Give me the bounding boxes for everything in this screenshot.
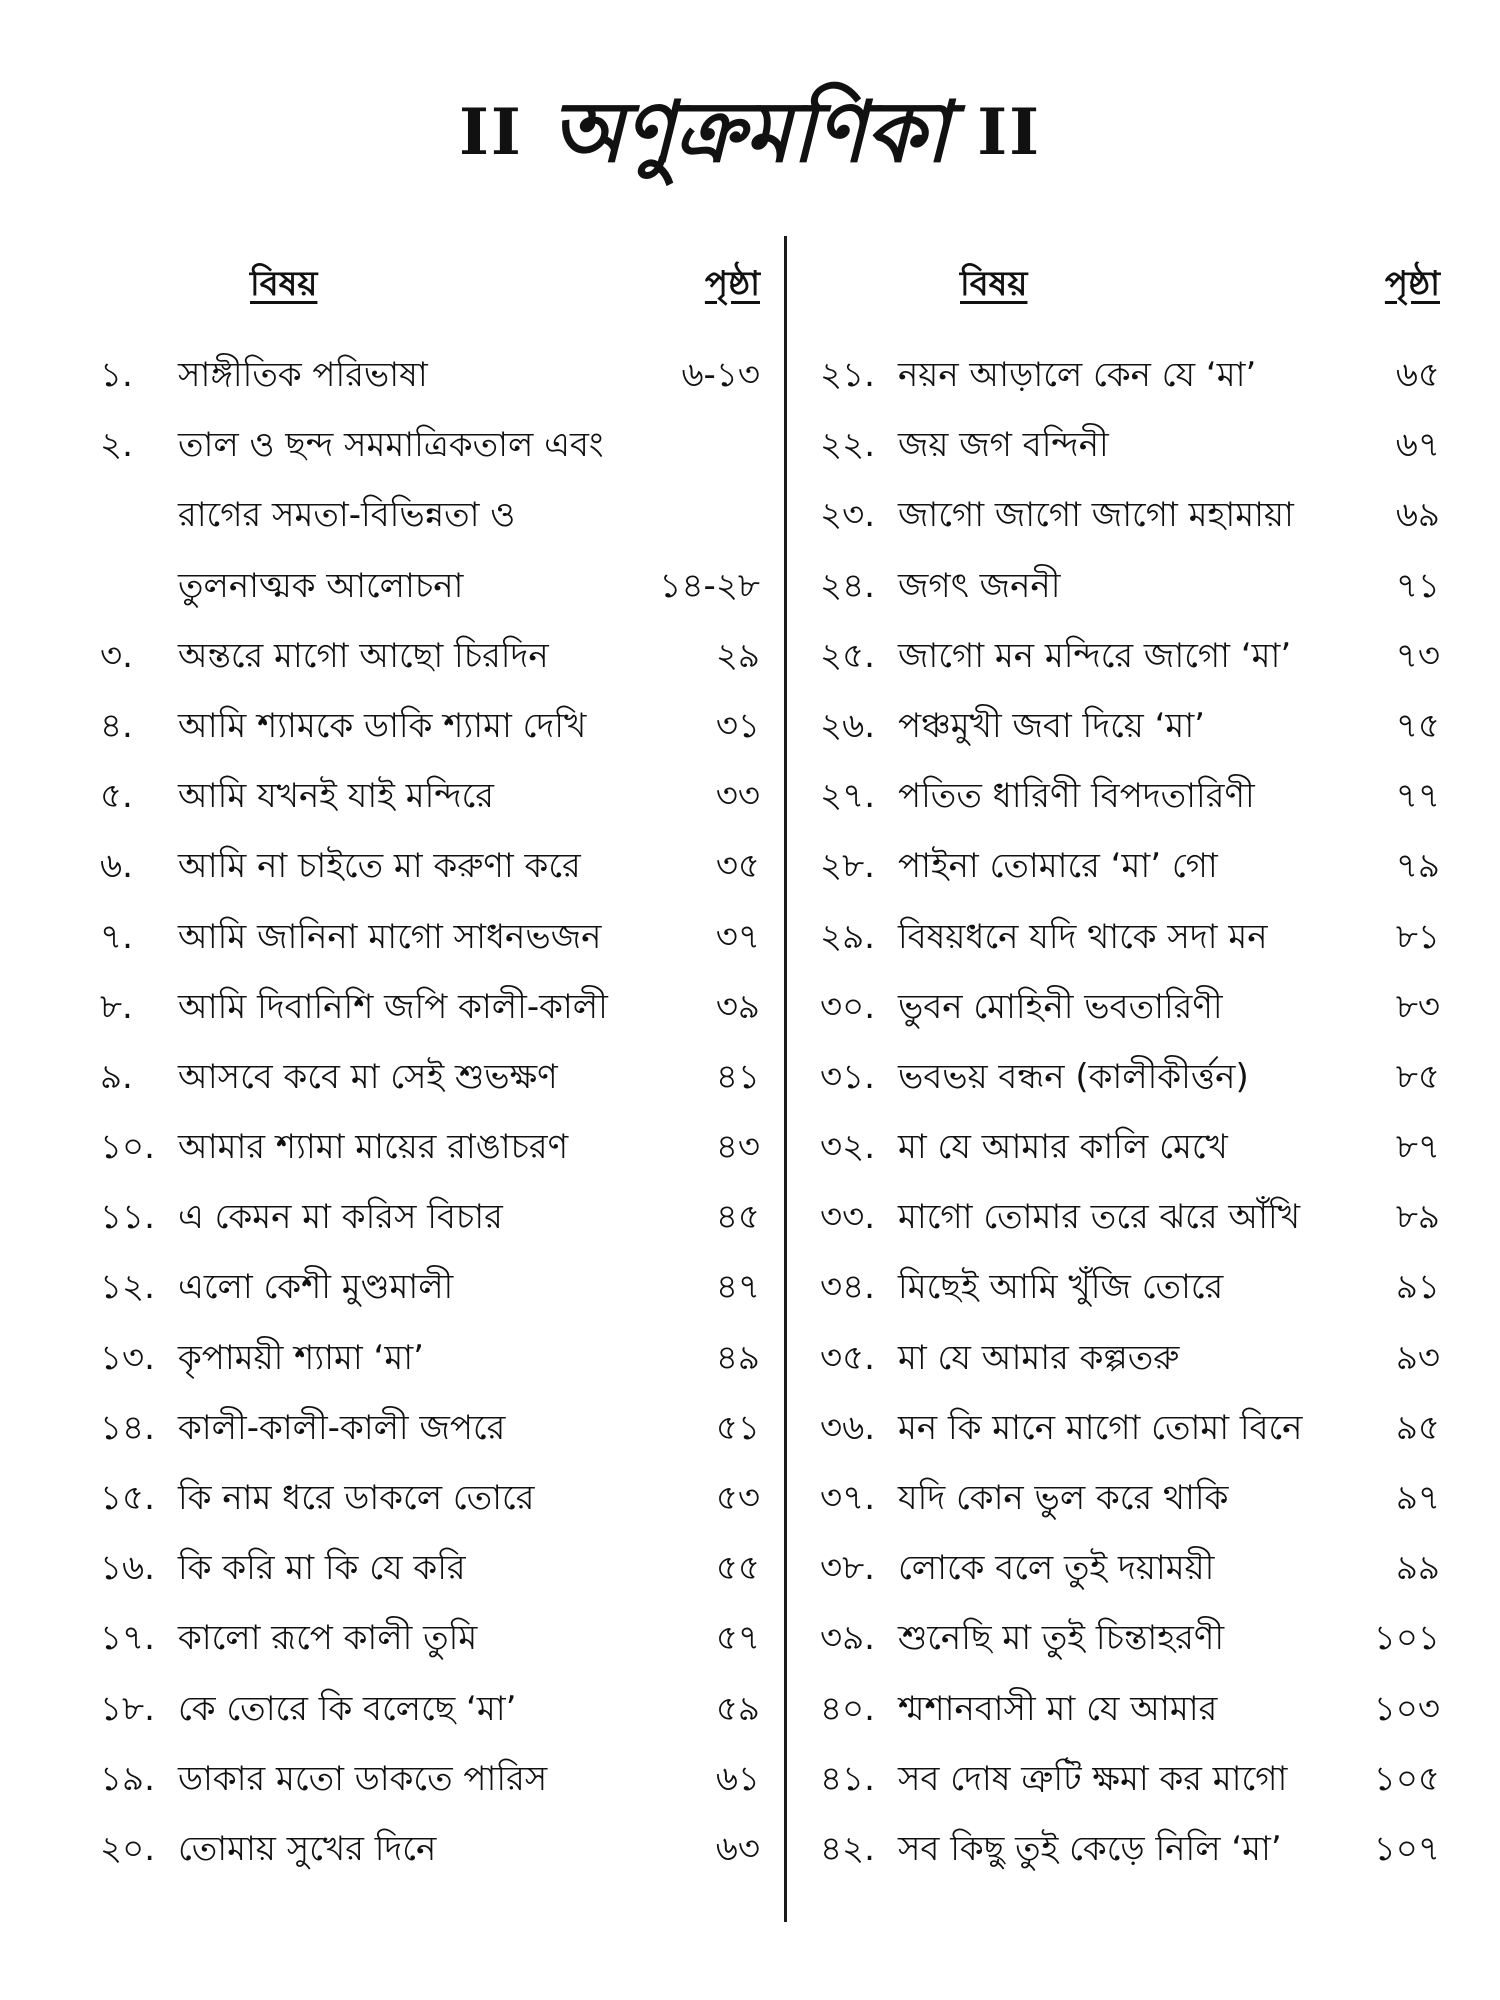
entry-page: ১০৫ [1373, 1758, 1440, 1799]
entry-title: আমি না চাইতে মা করুণা করে [178, 846, 581, 887]
entry-number: ১০. [100, 1127, 155, 1168]
entry-page: ৬৫ [1395, 355, 1440, 395]
toc-entry [100, 761, 760, 831]
right-column [820, 240, 1440, 1884]
entry-title: পঞ্চমুখী জবা দিয়ে ‘মা’ [898, 705, 1205, 746]
entry-number: ২৮. [820, 846, 875, 887]
toc-entry [100, 831, 760, 901]
entry-number: ১৫. [100, 1478, 155, 1518]
entry-title: জাগো জাগো জাগো মহামায়া [898, 495, 1294, 536]
entry-page: ৪১ [715, 1056, 760, 1097]
entry-title: ভবভয় বন্ধন (কালীকীর্ত্তন) [898, 1056, 1249, 1097]
right-entries-list [820, 340, 1440, 1884]
entry-number: ১৬. [100, 1548, 155, 1589]
toc-entry [820, 1393, 1440, 1463]
entry-title: তাল ও ছন্দ সমমাত্রিকতাল এবং [178, 425, 604, 466]
entry-title: জয় জগ বন্দিনী [898, 425, 1109, 466]
entry-number: ৪২. [820, 1828, 875, 1869]
toc-entry [820, 1252, 1440, 1322]
entry-title: কৃপাময়ী শ্যামা ‘মা’ [178, 1337, 424, 1378]
entry-page: ৫৫ [715, 1548, 760, 1589]
entry-number: ৯. [100, 1056, 133, 1097]
toc-entry [820, 691, 1440, 761]
toc-entry [100, 1603, 760, 1673]
toc-entry [820, 340, 1440, 410]
entry-title: মন কি মানে মাগো তোমা বিনে [898, 1407, 1303, 1448]
entry-title: কি নাম ধরে ডাকলে তোরে [178, 1478, 535, 1518]
toc-entry [820, 410, 1440, 480]
entry-title: লোকে বলে তুই দয়াময়ী [898, 1548, 1215, 1589]
entry-page: ৫৯ [715, 1688, 760, 1729]
entry-number: ১৮. [100, 1688, 155, 1729]
entry-page: ১০১ [1373, 1618, 1440, 1659]
toc-entry [820, 831, 1440, 901]
entry-title: আমি জানিনা মাগো সাধনভজন [178, 916, 602, 957]
toc-entry [820, 480, 1440, 550]
entry-title: সব দোষ ত্রুটি ক্ষমা কর মাগো [898, 1758, 1288, 1799]
entry-number: ৩২. [820, 1127, 876, 1168]
toc-entry [820, 1112, 1440, 1182]
entry-page: ৭৭ [1395, 776, 1440, 817]
entry-title: শুনেছি মা তুই চিন্তাহরণী [898, 1618, 1225, 1659]
entry-number: ৩০. [820, 986, 876, 1027]
entry-number: ২. [100, 425, 133, 466]
entry-number: ১৩. [100, 1337, 155, 1378]
entry-number: ৩৩. [820, 1197, 876, 1238]
entry-title: কালী-কালী-কালী জপরে [178, 1407, 506, 1448]
toc-entry [820, 621, 1440, 691]
entry-number: ১৯. [100, 1758, 155, 1799]
entry-title: আমি শ্যামকে ডাকি শ্যামা দেখি [178, 705, 587, 746]
entry-page: ৯৩ [1395, 1337, 1440, 1378]
toc-entry [820, 902, 1440, 972]
entry-title: মা যে আমার কল্পতরু [898, 1337, 1180, 1378]
toc-entry [100, 1393, 760, 1463]
entry-title: আমি দিবানিশি জপি কালী-কালী [178, 986, 608, 1027]
entry-page: ৯৯ [1395, 1548, 1440, 1589]
entry-title: শ্মশানবাসী মা যে আমার [898, 1688, 1218, 1729]
entry-title: মাগো তোমার তরে ঝরে আঁখি [898, 1197, 1301, 1238]
toc-entry [820, 551, 1440, 621]
entry-number: ২০. [100, 1828, 156, 1869]
entry-number: ৩. [100, 635, 133, 676]
title-bars-left: II [458, 94, 523, 170]
toc-entry [100, 1182, 760, 1252]
toc-entry [820, 1323, 1440, 1393]
toc-entry [820, 1533, 1440, 1603]
toc-entry [100, 1112, 760, 1182]
entry-page: ৬৯ [1395, 495, 1440, 536]
entry-title: জগৎ জননী [898, 565, 1061, 606]
entry-page: ৬১ [715, 1758, 760, 1799]
entry-number: ৩৬. [820, 1407, 876, 1448]
entry-page: ৬৭ [1395, 425, 1440, 466]
entry-page: ৩৯ [715, 986, 760, 1027]
title-text: অণুক্রমণিকা [550, 82, 950, 181]
entry-title: কি করি মা কি যে করি [178, 1548, 466, 1589]
entry-title: পতিত ধারিণী বিপদতারিণী [898, 776, 1255, 817]
toc-entry [100, 410, 760, 480]
toc-entry [820, 1603, 1440, 1673]
entry-number: ৩৪. [820, 1267, 875, 1308]
header-page: পৃষ্ঠা [704, 264, 760, 304]
entry-page: ৮৭ [1395, 1127, 1440, 1168]
toc-entry [100, 1744, 760, 1814]
entry-page: ৩৭ [715, 916, 760, 957]
toc-entry [820, 1182, 1440, 1252]
toc-entry [820, 1674, 1440, 1744]
toc-entry [820, 761, 1440, 831]
entry-page: ৪৫ [715, 1197, 760, 1238]
entry-page: ৮৫ [1395, 1056, 1440, 1097]
entry-number: ৩৮. [820, 1548, 875, 1589]
entry-title: এলো কেশী মুণ্ডমালী [178, 1267, 454, 1308]
entry-number: ৩৯. [820, 1618, 875, 1659]
entry-page: ৯১ [1395, 1267, 1440, 1308]
entry-title: কালো রূপে কালী তুমি [178, 1618, 478, 1659]
entry-title: সাঙ্গীতিক পরিভাষা [178, 355, 428, 395]
toc-entry [100, 902, 760, 972]
toc-entry [100, 621, 760, 691]
toc-entry [820, 1042, 1440, 1112]
entry-title: অন্তরে মাগো আছো চিরদিন [178, 635, 549, 676]
entry-number: ২২. [820, 425, 876, 466]
entry-title: তোমায় সুখের দিনে [178, 1828, 437, 1869]
entry-title: তুলনাত্মক আলোচনা [178, 565, 464, 606]
entry-title: ভুবন মোহিনী ভবতারিণী [898, 986, 1223, 1027]
entry-page: ৭৯ [1395, 846, 1440, 887]
entry-page: ৩১ [715, 705, 760, 746]
entry-number: ২৯. [820, 916, 875, 957]
entry-number: ২১. [820, 355, 875, 395]
entry-page: ৩৫ [715, 846, 760, 887]
entry-page: ১০৭ [1373, 1828, 1440, 1869]
entry-page: ১০৩ [1373, 1688, 1440, 1729]
left-column-header [100, 240, 760, 320]
toc-entry [100, 340, 760, 410]
entry-title: আসবে কবে মা সেই শুভক্ষণ [178, 1056, 558, 1097]
toc-entry [100, 1814, 760, 1884]
entry-title: রাগের সমতা-বিভিন্নতা ও [178, 495, 516, 536]
entry-number: ২৩. [820, 495, 876, 536]
entry-number: ২৬. [820, 705, 876, 746]
entry-page: ৭১ [1395, 565, 1440, 606]
entry-title: সব কিছু তুই কেড়ে নিলি ‘মা’ [898, 1828, 1282, 1869]
entry-title: মিছেই আমি খুঁজি তোরে [898, 1267, 1224, 1308]
toc-entry [100, 551, 760, 621]
entry-title: জাগো মন মন্দিরে জাগো ‘মা’ [898, 635, 1292, 676]
entry-number: ১. [100, 355, 133, 395]
entry-page: ৭৩ [1395, 635, 1440, 676]
entry-page: ২৯ [715, 635, 760, 676]
header-topic: বিষয় [960, 264, 1028, 304]
page-title [0, 62, 1500, 202]
header-topic: বিষয় [250, 264, 318, 304]
entry-page: ৩৩ [715, 776, 760, 817]
entry-number: ২৭. [820, 776, 876, 817]
entry-number: ৬. [100, 846, 133, 887]
entry-title: বিষয়ধনে যদি থাকে সদা মন [898, 916, 1268, 957]
entry-page: ৮৯ [1395, 1197, 1440, 1238]
toc-entry [820, 1463, 1440, 1533]
entry-page: ১৪-২৮ [659, 565, 760, 606]
entry-number: ৮. [100, 986, 133, 1027]
entry-number: ১১. [100, 1197, 155, 1238]
entry-title: আমি যখনই যাই মন্দিরে [178, 776, 494, 817]
toc-entry [820, 1744, 1440, 1814]
left-column [100, 240, 760, 1884]
toc-entry [820, 1814, 1440, 1884]
toc-entry [100, 972, 760, 1042]
entry-number: ২৪. [820, 565, 875, 606]
left-entries-list [100, 340, 760, 1884]
entry-title: নয়ন আড়ালে কেন যে ‘মা’ [898, 355, 1257, 395]
entry-title: এ কেমন মা করিস বিচার [178, 1197, 503, 1238]
entry-title: পাইনা তোমারে ‘মা’ গো [898, 846, 1218, 887]
column-divider [784, 236, 787, 1922]
entry-title: মা যে আমার কালি মেখে [898, 1127, 1228, 1168]
entry-page: ৪৩ [715, 1127, 760, 1168]
entry-page: ৭৫ [1395, 705, 1440, 746]
right-column-header [820, 240, 1440, 320]
toc-entry [100, 1323, 760, 1393]
toc-entry [100, 1674, 760, 1744]
title-bars-right: II [977, 94, 1042, 170]
entry-number: ৩১. [820, 1056, 875, 1097]
entry-page: ৮৩ [1395, 986, 1440, 1027]
toc-entry [820, 972, 1440, 1042]
entry-page: ৫৭ [715, 1618, 760, 1659]
entry-page: ৫১ [715, 1407, 760, 1448]
entry-page: ৯৭ [1395, 1478, 1440, 1518]
entry-number: ১৭. [100, 1618, 155, 1659]
toc-entry [100, 1252, 760, 1322]
toc-entry [100, 1042, 760, 1112]
entry-page: ৪৯ [715, 1337, 760, 1378]
entry-number: ১৪. [100, 1407, 155, 1448]
entry-page: ৯৫ [1395, 1407, 1440, 1448]
entry-number: ৪০. [820, 1688, 875, 1729]
entry-title: ডাকার মতো ডাকতে পারিস [178, 1758, 548, 1799]
entry-page: ৫৩ [715, 1478, 760, 1518]
entry-title: কে তোরে কি বলেছে ‘মা’ [178, 1688, 517, 1729]
toc-entry [100, 1463, 760, 1533]
entry-page: ৪৭ [715, 1267, 760, 1308]
entry-page: ৬৩ [715, 1828, 760, 1869]
entry-number: ৪১. [820, 1758, 875, 1799]
entry-title: আমার শ্যামা মায়ের রাঙাচরণ [178, 1127, 569, 1168]
toc-entry [100, 1533, 760, 1603]
entry-number: ২৫. [820, 635, 875, 676]
toc-entry [100, 691, 760, 761]
entry-number: ৩৭. [820, 1478, 876, 1518]
entry-page: ৬-১৩ [681, 355, 760, 395]
entry-number: ৭. [100, 916, 133, 957]
header-page: পৃষ্ঠা [1384, 264, 1440, 304]
entry-number: ৪. [100, 705, 133, 746]
entry-title: যদি কোন ভুল করে থাকি [898, 1478, 1229, 1518]
entry-page: ৮১ [1395, 916, 1440, 957]
entry-number: ৩৫. [820, 1337, 875, 1378]
entry-number: ৫. [100, 776, 133, 817]
entry-number: ১২. [100, 1267, 155, 1308]
toc-entry [100, 480, 760, 550]
